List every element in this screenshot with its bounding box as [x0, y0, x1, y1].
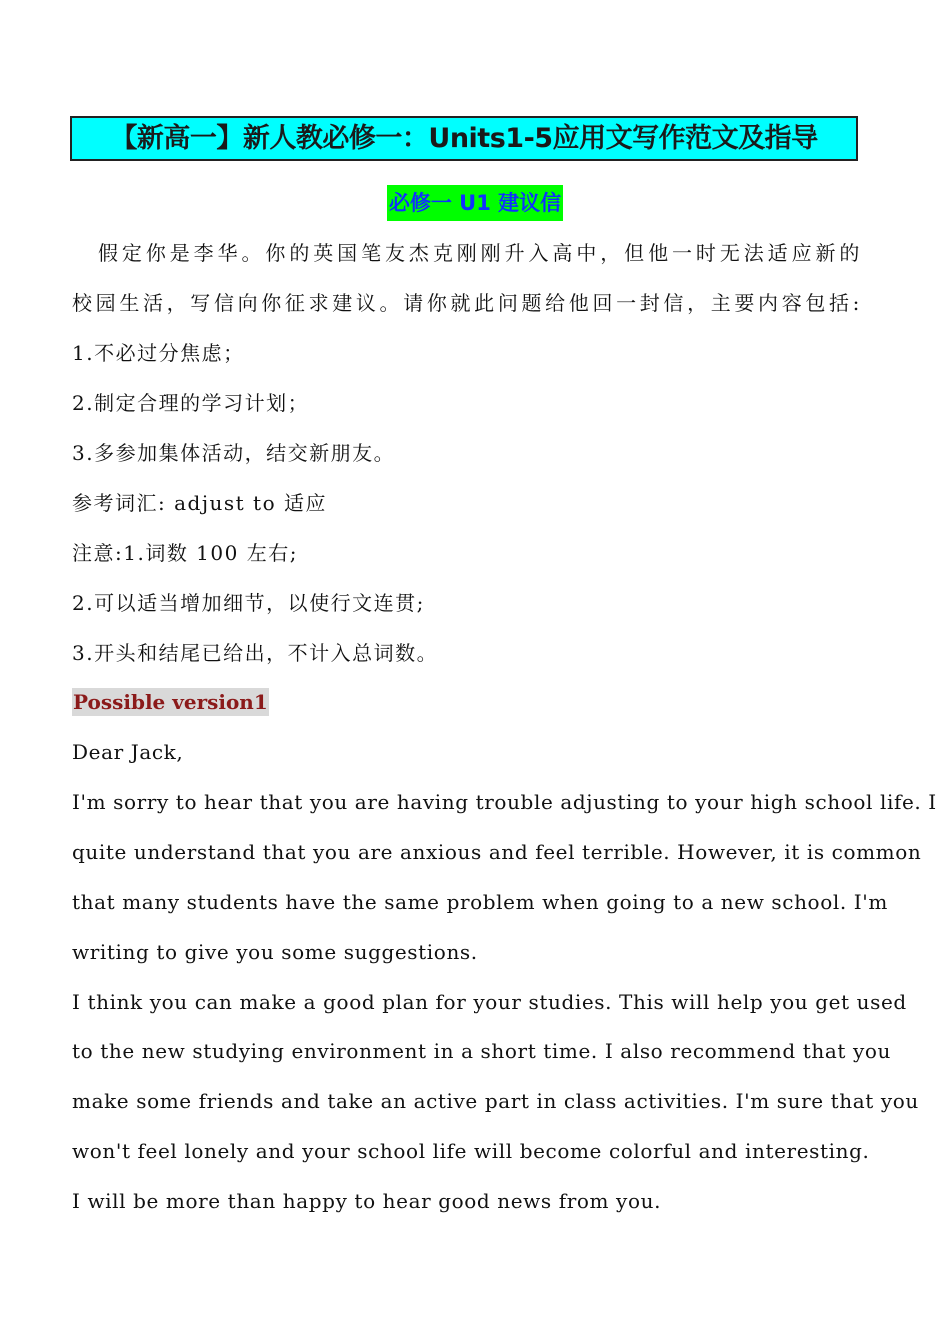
- letter-line: that many students have the same problem when going to a new school. I'm: [72, 890, 888, 914]
- letter-line: won't feel lonely and your school life will become colorful and interesting.: [72, 1139, 870, 1163]
- section-heading: 必修一 U1 建议信: [387, 185, 563, 221]
- letter-line: I think you can make a good plan for your studies. This will help you get used: [72, 990, 907, 1014]
- letter-line: make some friends and take an active part in class activities. I'm sure that you: [72, 1089, 919, 1113]
- note-line: 注意:1.词数 100 左右;: [72, 541, 298, 565]
- note-line: 2.可以适当增加细节，以使行文连贯;: [72, 591, 425, 615]
- letter-line: writing to give you some suggestions.: [72, 940, 478, 964]
- note-line: 3.开头和结尾已给出，不计入总词数。: [72, 641, 439, 665]
- letter-line: quite understand that you are anxious and feel terrible. However, it is common: [72, 840, 922, 864]
- prompt-line: 假定你是李华。你的英国笔友杰克刚刚升入高中，但他一时无法适应新的: [98, 241, 860, 265]
- version-label: Possible version1: [73, 690, 268, 714]
- letter-line: I will be more than happy to hear good news from you.: [72, 1189, 662, 1213]
- prompt-point: 3.多参加集体活动，结交新朋友。: [72, 441, 396, 465]
- document-title: 【新高一】新人教必修一：Units1-5应用文写作范文及指导: [70, 116, 858, 161]
- vocabulary-hint: 参考词汇: adjust to 适应: [72, 491, 327, 515]
- letter-line: to the new studying environment in a short time. I also recommend that you: [72, 1039, 891, 1063]
- prompt-point: 2.制定合理的学习计划；: [72, 391, 310, 415]
- letter-salutation: Dear Jack,: [72, 740, 184, 764]
- prompt-line: 校园生活，写信向你征求建议。请你就此问题给他回一封信，主要内容包括:: [72, 291, 860, 315]
- section-heading-wrap: [0, 185, 950, 221]
- letter-line: I'm sorry to hear that you are having trouble adjusting to your high school life. I: [72, 790, 937, 814]
- prompt-point: 1.不必过分焦虑；: [72, 341, 245, 365]
